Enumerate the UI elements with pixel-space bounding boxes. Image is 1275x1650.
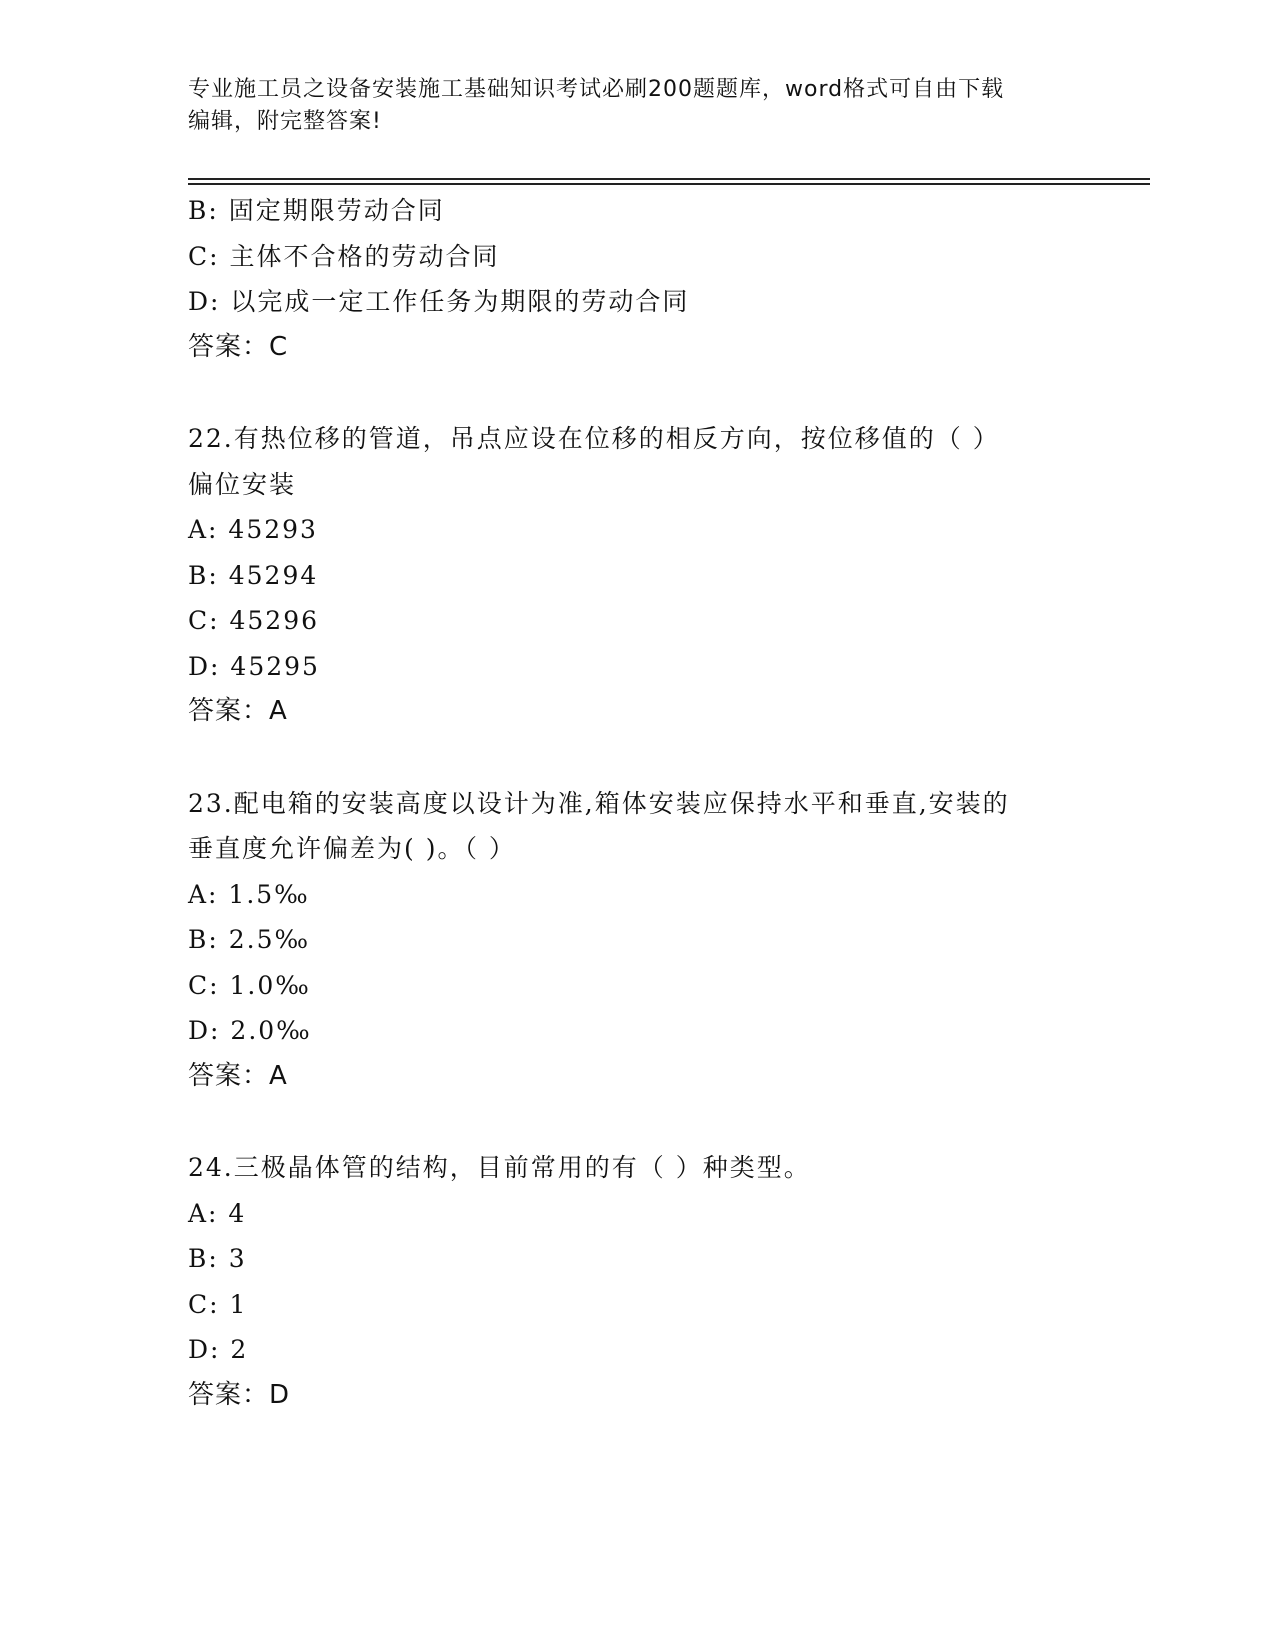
question-text-line: 偏位安装: [188, 469, 297, 499]
question-text-line: 23.配电箱的安装高度以设计为准,箱体安装应保持水平和垂直,安装的: [188, 788, 1010, 818]
answer-line: 答案：C: [188, 331, 289, 362]
question-list: [188, 188, 1088, 1418]
answer-line: 答案：A: [188, 696, 288, 726]
option-d: D: 以完成一定工作任务为期限的劳动合同: [188, 287, 690, 316]
option-d: D: 45295: [188, 651, 320, 681]
question-text-line: 22.有热位移的管道，吊点应设在位移的相反方向，按位移值的（ ）: [188, 424, 1000, 453]
spacer: [188, 735, 1088, 781]
question-24: [188, 1145, 1088, 1418]
option-d: D: 2.0‰: [188, 1016, 312, 1045]
question-22: [188, 416, 1088, 735]
option-a: A: 1.5‰: [188, 879, 310, 909]
header-divider-bottom: [188, 183, 1150, 185]
spacer: [188, 370, 1088, 416]
answer-line: 答案：A: [188, 1060, 288, 1091]
option-d: D: 2: [188, 1335, 249, 1364]
header-title-line-1: 专业施工员之设备安装施工基础知识考试必刷200题题库，word格式可自由下载: [188, 77, 1005, 102]
document-header: [188, 74, 1088, 138]
header-divider-top: [188, 178, 1150, 180]
question-text-line: 垂直度允许偏差为( )。（ ）: [188, 834, 516, 863]
answer-line: 答案：D: [188, 1379, 291, 1410]
option-b: B: 固定期限劳动合同: [188, 196, 445, 225]
option-c: C: 1: [188, 1289, 248, 1319]
spacer: [188, 1099, 1088, 1145]
option-a: A: 4: [188, 1198, 247, 1228]
option-b: B: 3: [188, 1244, 247, 1273]
option-b: B: 45294: [188, 560, 319, 590]
option-c: C: 主体不合格的劳动合同: [188, 241, 500, 271]
option-c: C: 1.0‰: [188, 970, 311, 1000]
question-23: [188, 781, 1088, 1100]
option-c: C: 45296: [188, 606, 320, 635]
question-21-continuation: [188, 188, 1088, 370]
question-text-line: 24.三极晶体管的结构，目前常用的有（ ）种类型。: [188, 1153, 811, 1182]
option-a: A: 45293: [188, 515, 318, 544]
option-b: B: 2.5‰: [188, 925, 311, 954]
header-title-line-2: 编辑，附完整答案!: [188, 109, 382, 134]
